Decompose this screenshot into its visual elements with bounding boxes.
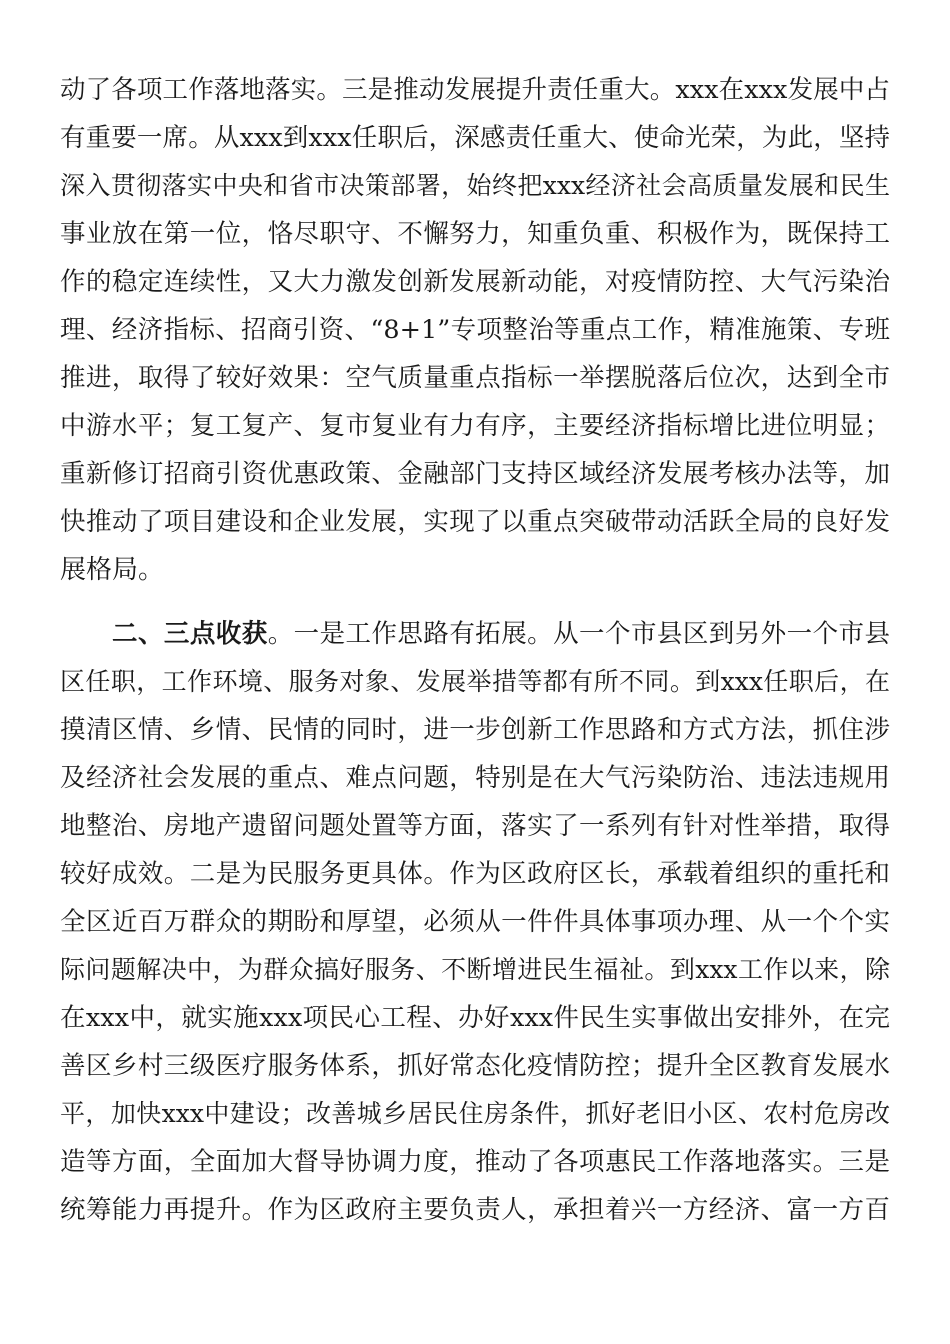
paragraph-1-line: 事业放在第一位，恪尽职守、不懈努力，知重负重、积极作为，既保持工 [60,219,890,249]
paragraph-2-line: 统筹能力再提升。作为区政府主要负责人，承担着兴一方经济、富一方百 [60,1195,890,1225]
paragraph-2-line: 造等方面，全面加大督导协调力度，推动了各项惠民工作落地落实。三是 [60,1147,890,1177]
paragraph-2-first-line [112,610,890,658]
paragraph-2-line: 摸清区情、乡情、民情的同时，进一步创新工作思路和方式方法，抓住涉 [60,715,890,745]
paragraph-2-first-line-text: 。一是工作思路有拓展。从一个市县区到另外一个市县 [267,619,890,649]
paragraph-1-line: 快推动了项目建设和企业发展，实现了以重点突破带动活跃全局的良好发 [60,507,890,537]
paragraph-1-last-line: 展格局。 [60,555,165,585]
paragraph-1-line: 作的稳定连续性，又大力激发创新发展新动能，对疫情防控、大气污染治 [60,267,890,297]
paragraph-2-line: 际问题解决中，为群众搞好服务、不断增进民生福祉。到xxx工作以来，除 [60,955,890,984]
paragraph-1-line: 动了各项工作落地落实。三是推动发展提升责任重大。xxx在xxx发展中占 [60,75,890,105]
paragraph-2-line: 善区乡村三级医疗服务体系，抓好常态化疫情防控；提升全区教育发展水 [60,1051,890,1081]
paragraph-2-line: 全区近百万群众的期盼和厚望，必须从一件件具体事项办理、从一个个实 [60,907,890,937]
paragraph-2-line: 地整治、房地产遗留问题处置等方面，落实了一系列有针对性举措，取得 [60,811,890,841]
paragraph-1-line: 中游水平；复工复产、复市复业有力有序，主要经济指标增比进位明显； [60,411,890,441]
paragraph-1-line: 重新修订招商引资优惠政策、金融部门支持区域经济发展考核办法等，加 [60,459,890,489]
paragraph-2-line: 平，加快xxx中建设；改善城乡居民住房条件，抓好老旧小区、农村危房改 [60,1099,890,1128]
paragraph-2-line: 及经济社会发展的重点、难点问题，特别是在大气污染防治、违法违规用 [60,763,890,793]
paragraph-1-line: 深入贯彻落实中央和省市决策部署，始终把xxx经济社会高质量发展和民生 [60,171,890,200]
paragraph-1-line: 有重要一席。从xxx到xxx任职后，深感责任重大、使命光荣，为此，坚持 [60,123,890,153]
section-heading: 二、三点收获 [112,619,268,649]
paragraph-1-line: 推进，取得了较好效果：空气质量重点指标一举摆脱落后位次，达到全市 [60,363,890,393]
paragraph-1-line: 理、经济指标、招商引资、“8+1”专项整治等重点工作，精准施策、专班 [60,315,890,345]
paragraph-2-line: 区任职，工作环境、服务对象、发展举措等都有所不同。到xxx任职后，在 [60,667,890,696]
paragraph-2-line: 在xxx中，就实施xxx项民心工程、办好xxx件民生实事做出安排外，在完 [60,1003,890,1033]
paragraph-2-line: 较好成效。二是为民服务更具体。作为区政府区长，承载着组织的重托和 [60,859,890,889]
